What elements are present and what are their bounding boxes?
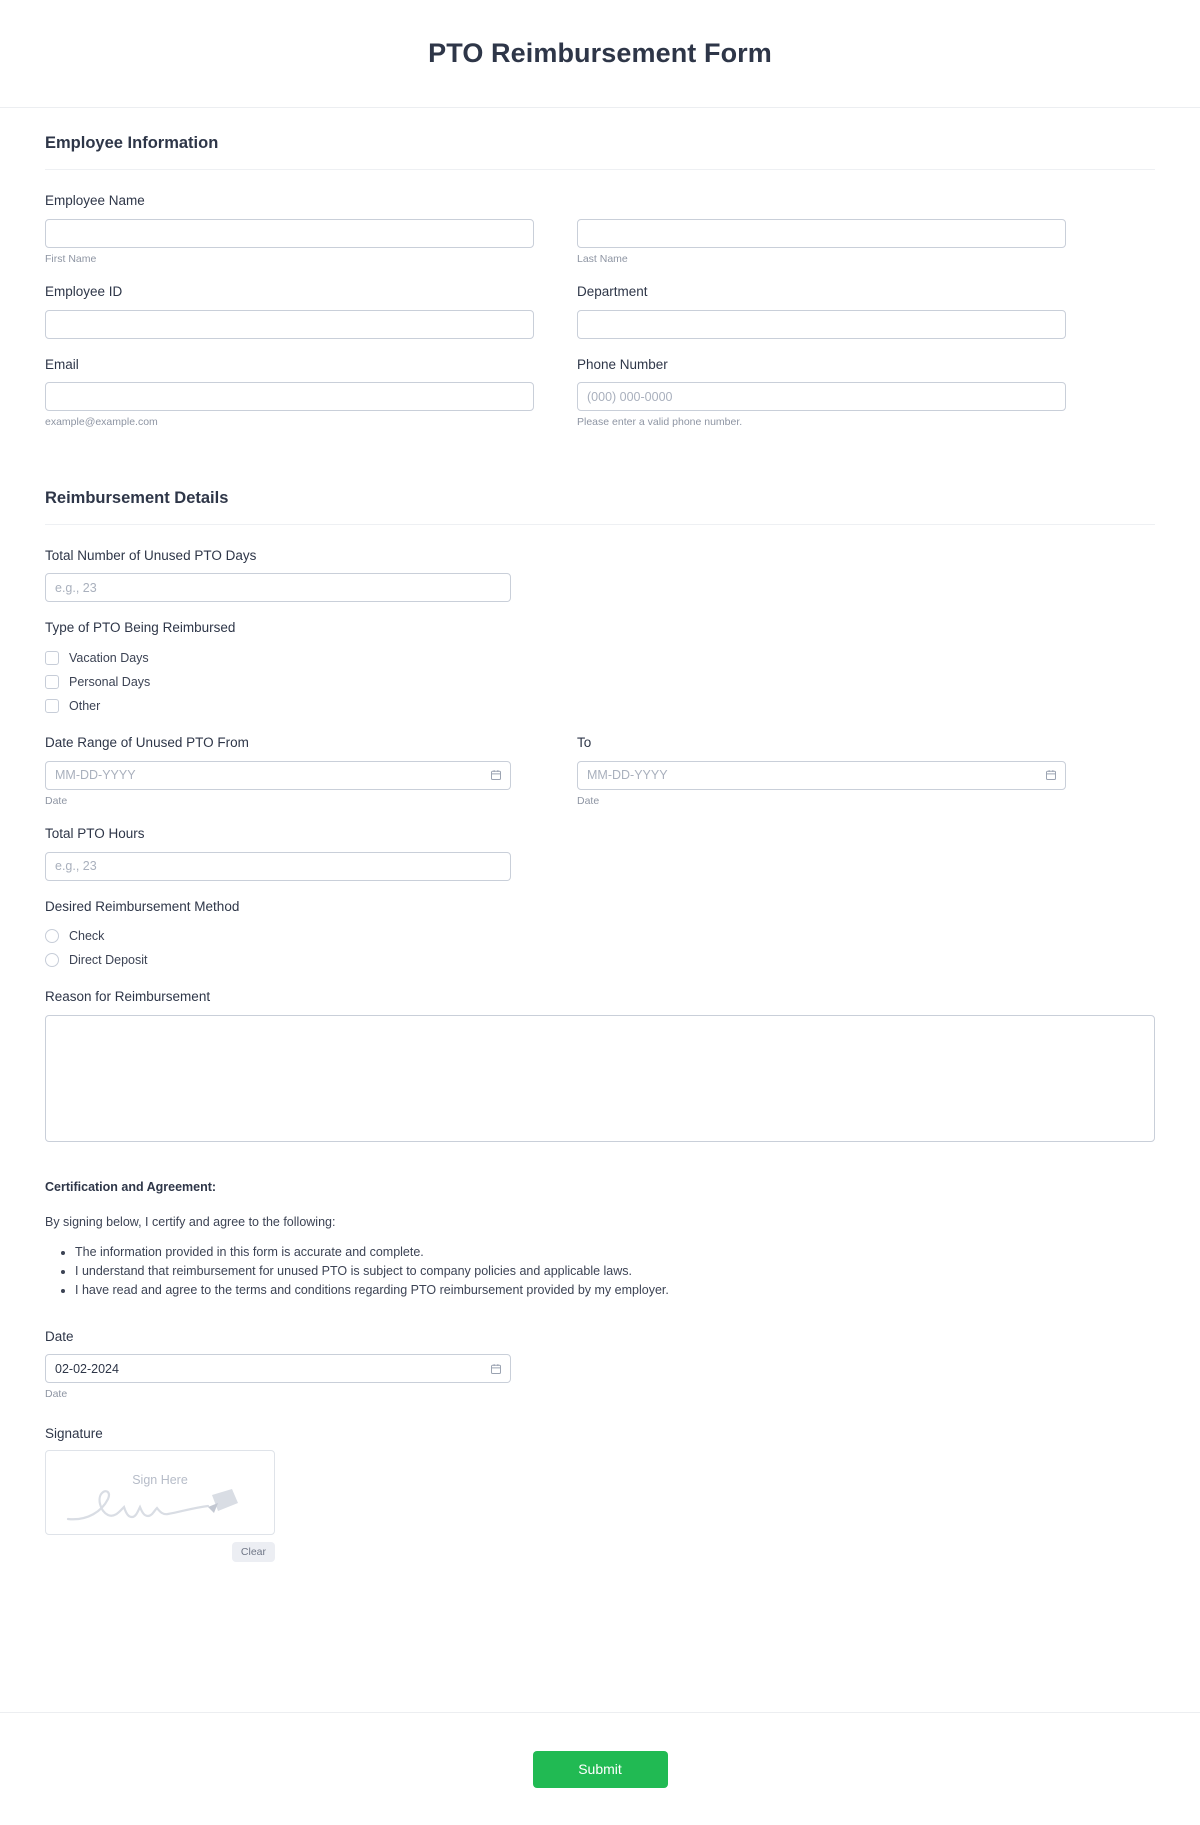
checkbox-other[interactable] xyxy=(45,694,1155,717)
total-unused-days-input[interactable] xyxy=(45,573,511,602)
reason-field xyxy=(45,988,1155,1147)
pto-type-label: Type of PTO Being Reimbursed xyxy=(45,620,236,636)
last-name-column xyxy=(577,219,1066,267)
pto-type-field xyxy=(45,619,1155,717)
employee-name-row xyxy=(45,219,1155,267)
radio-check[interactable] xyxy=(45,924,1155,947)
date-from-sub-label: Date xyxy=(45,794,68,807)
total-pto-hours-field xyxy=(45,825,1155,881)
signature-label: Signature xyxy=(45,1426,103,1442)
signature-field xyxy=(45,1426,1155,1562)
radio-icon[interactable] xyxy=(45,929,59,943)
certification-date-input-wrap xyxy=(45,1354,511,1383)
form-body xyxy=(0,108,1200,1682)
certification-intro: By signing below, I certify and agree to the following: xyxy=(45,1214,336,1229)
certification-bullet: • I have read and agree to the terms and conditions regarding PTO reimbursement provided by my employer. xyxy=(75,1281,1155,1300)
date-from-field xyxy=(45,734,534,808)
date-range-row xyxy=(45,734,1155,825)
radio-label: Check xyxy=(69,928,105,943)
checkbox-label: Vacation Days xyxy=(69,650,149,665)
email-field xyxy=(45,356,534,430)
page-title: PTO Reimbursement Form xyxy=(428,38,772,68)
form-footer xyxy=(0,1712,1200,1825)
last-name-sub-label: Last Name xyxy=(577,252,628,265)
date-from-label: Date Range of Unused PTO From xyxy=(45,735,249,751)
date-to-sub-label: Date xyxy=(577,794,600,807)
date-to-input[interactable] xyxy=(577,761,1066,790)
email-phone-row xyxy=(45,356,1155,447)
email-sub-label: example@example.com xyxy=(45,416,158,429)
radio-direct-deposit[interactable] xyxy=(45,948,1155,971)
checkbox-icon[interactable] xyxy=(45,699,59,713)
certification-block xyxy=(45,1180,1155,1300)
department-input[interactable] xyxy=(577,310,1066,339)
signature-pad[interactable] xyxy=(45,1450,275,1535)
total-unused-days-field xyxy=(45,547,1155,603)
checkbox-icon[interactable] xyxy=(45,675,59,689)
date-from-input[interactable] xyxy=(45,761,511,790)
pto-type-checkbox-group xyxy=(45,646,1155,717)
department-field xyxy=(577,283,1066,339)
certification-date-input[interactable] xyxy=(45,1354,511,1383)
signature-hint: Sign Here xyxy=(132,1473,188,1488)
reason-textarea[interactable] xyxy=(45,1015,1155,1142)
reimbursement-method-label: Desired Reimbursement Method xyxy=(45,898,240,914)
employee-id-department-row xyxy=(45,283,1155,356)
employee-name-field-group xyxy=(45,192,1155,266)
phone-input[interactable] xyxy=(577,382,1066,411)
last-name-input[interactable] xyxy=(577,219,1066,248)
checkbox-label: Other xyxy=(69,698,101,713)
clear-signature-button[interactable]: Clear xyxy=(232,1542,275,1562)
checkbox-vacation-days[interactable] xyxy=(45,646,1155,669)
radio-icon[interactable] xyxy=(45,953,59,967)
form-header xyxy=(0,0,1200,108)
reimbursement-method-field xyxy=(45,898,1155,972)
reimbursement-method-radio-group xyxy=(45,924,1155,971)
date-to-field xyxy=(577,734,1066,808)
phone-field xyxy=(577,356,1066,430)
total-unused-days-label: Total Number of Unused PTO Days xyxy=(45,547,257,563)
date-to-label: To xyxy=(577,735,592,751)
total-pto-hours-input[interactable] xyxy=(45,852,511,881)
signature-scribble-icon xyxy=(62,1481,262,1529)
certification-date-sub-label: Date xyxy=(45,1388,68,1401)
certification-title: Certification and Agreement: xyxy=(45,1179,217,1194)
first-name-input[interactable] xyxy=(45,219,534,248)
certification-date-field xyxy=(45,1328,1155,1402)
checkbox-label: Personal Days xyxy=(69,674,151,689)
email-label: Email xyxy=(45,356,79,372)
radio-label: Direct Deposit xyxy=(69,952,148,967)
submit-button[interactable]: Submit xyxy=(533,1751,668,1788)
employee-id-label: Employee ID xyxy=(45,284,123,300)
section-heading-employee-information: Employee Information xyxy=(45,134,1155,170)
date-from-input-wrap xyxy=(45,761,511,790)
certification-bullet: • I understand that reimbursement for unused PTO is subject to company policies and applicable laws. xyxy=(75,1262,1155,1281)
checkbox-icon[interactable] xyxy=(45,651,59,665)
checkbox-personal-days[interactable] xyxy=(45,670,1155,693)
section-heading-reimbursement-details: Reimbursement Details xyxy=(45,489,1155,525)
phone-label: Phone Number xyxy=(577,356,668,372)
email-input[interactable] xyxy=(45,382,534,411)
certification-date-label: Date xyxy=(45,1328,74,1344)
phone-sub-label: Please enter a valid phone number. xyxy=(577,416,743,429)
total-pto-hours-label: Total PTO Hours xyxy=(45,826,145,842)
employee-name-label: Employee Name xyxy=(45,193,145,208)
first-name-sub-label: First Name xyxy=(45,252,97,265)
signature-clear-row xyxy=(45,1542,275,1562)
certification-bullet: • The information provided in this form is accurate and complete. xyxy=(75,1243,1155,1262)
employee-id-input[interactable] xyxy=(45,310,534,339)
department-label: Department xyxy=(577,284,648,300)
certification-bullet-list xyxy=(48,1243,1155,1300)
employee-id-field xyxy=(45,283,534,339)
first-name-column xyxy=(45,219,534,267)
reason-label: Reason for Reimbursement xyxy=(45,989,211,1005)
date-to-input-wrap xyxy=(577,761,1066,790)
